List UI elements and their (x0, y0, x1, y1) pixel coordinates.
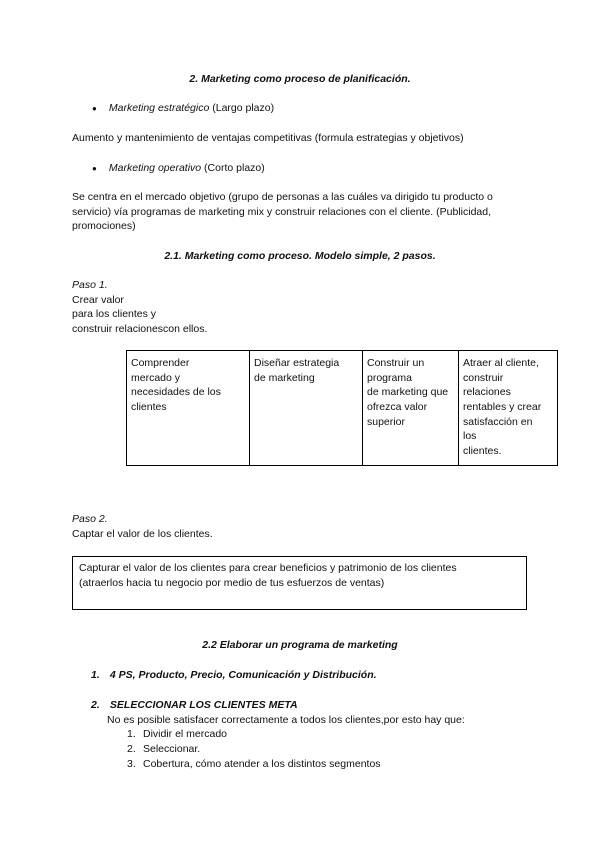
sub-list-text: Seleccionar. (143, 743, 201, 756)
paso-1-line-2: para los clientes y (72, 308, 157, 321)
list-item-description: No es posible satisfacer correctamente a todos los clientes,por esto hay que: (107, 713, 465, 726)
bullet-operative-label: Marketing operativo (108, 162, 202, 174)
paragraph-operative-line-1: Se centra en el mercado objetivo (grupo de personas a las cuáles va dirigido tu producto o (72, 191, 493, 203)
capture-value-box (72, 556, 527, 610)
paragraph-operative-line-2: servicio) vía programas de marketing mix y construir relaciones con el cliente. (Publicidad, (72, 205, 492, 218)
list-item-number: 1. (91, 669, 100, 681)
capture-value-line-2: (atraerlos hacia tu negocio por medio de tus esfuerzos de ventas) (79, 576, 385, 589)
list-item-target-clients (91, 698, 465, 771)
list-item-number: 2. (91, 699, 100, 711)
paso-2 (72, 512, 213, 541)
steps-table (126, 350, 558, 466)
section-2-title: 2. Marketing como proceso de planificación. (189, 73, 411, 85)
table-cell-understand: Comprender mercado y necesidades de los clientes (127, 351, 250, 466)
bullet-strategic-label: Marketing estratégico (108, 102, 210, 114)
sub-list-item (127, 742, 465, 757)
sub-list-text: Cobertura, cómo atender a los distintos segmentos (143, 757, 381, 770)
sub-list-number: 1. (127, 728, 136, 741)
paragraph-operative-line-3: promociones) (72, 220, 136, 233)
paragraph-strategic: Aumento y mantenimiento de ventajas competitivas (formula estrategias y objetivos) (72, 132, 464, 144)
sub-list-item (127, 757, 465, 772)
bullet-strategic-term: (Largo plazo) (209, 102, 275, 114)
bullet-icon: ● (92, 164, 97, 173)
bullet-operative-term: (Corto plazo) (201, 162, 265, 174)
section-22-title: 2.2 Elaborar un programa de marketing (202, 639, 398, 651)
table-cell-build: Construir un programa de marketing que ofrezca valor superior (363, 351, 459, 466)
bullet-icon: ● (92, 104, 97, 113)
paso-2-text: Captar el valor de los clientes. (72, 527, 213, 540)
list-item-4ps (91, 668, 377, 683)
capture-value-line-1: Capturar el valor de los clientes para crear beneficios y patrimonio de los clientes (79, 562, 457, 574)
bullet-strategic (92, 101, 274, 116)
paso-2-label: Paso 2. (72, 513, 108, 525)
sub-list-number: 2. (127, 743, 136, 756)
table-cell-attract: Atraer al cliente, construir relaciones rentables y crear satisfacción en los clientes. (459, 351, 558, 466)
table-cell-design: Diseñar estrategia de marketing (250, 351, 363, 466)
paso-1 (72, 278, 207, 337)
bullet-operative (92, 161, 265, 176)
sub-list-number: 3. (127, 757, 136, 770)
paragraph-operative (72, 190, 552, 234)
paso-1-line-3: construir relacionescon ellos. (72, 323, 208, 336)
list-item-text: SELECCIONAR LOS CLIENTES META (109, 699, 298, 711)
table-row (127, 351, 558, 466)
section-21-title: 2.1. Marketing como proceso. Modelo simple, 2 pasos. (164, 250, 436, 262)
sub-list (127, 727, 465, 771)
list-item-text: 4 PS, Producto, Precio, Comunicación y Distribución. (109, 669, 377, 681)
sub-list-text: Dividir el mercado (143, 728, 228, 741)
sub-list-item (127, 727, 465, 742)
paso-1-label: Paso 1. (72, 279, 108, 291)
paso-1-line-1: Crear valor (72, 293, 124, 306)
list-item-heading (91, 698, 465, 713)
